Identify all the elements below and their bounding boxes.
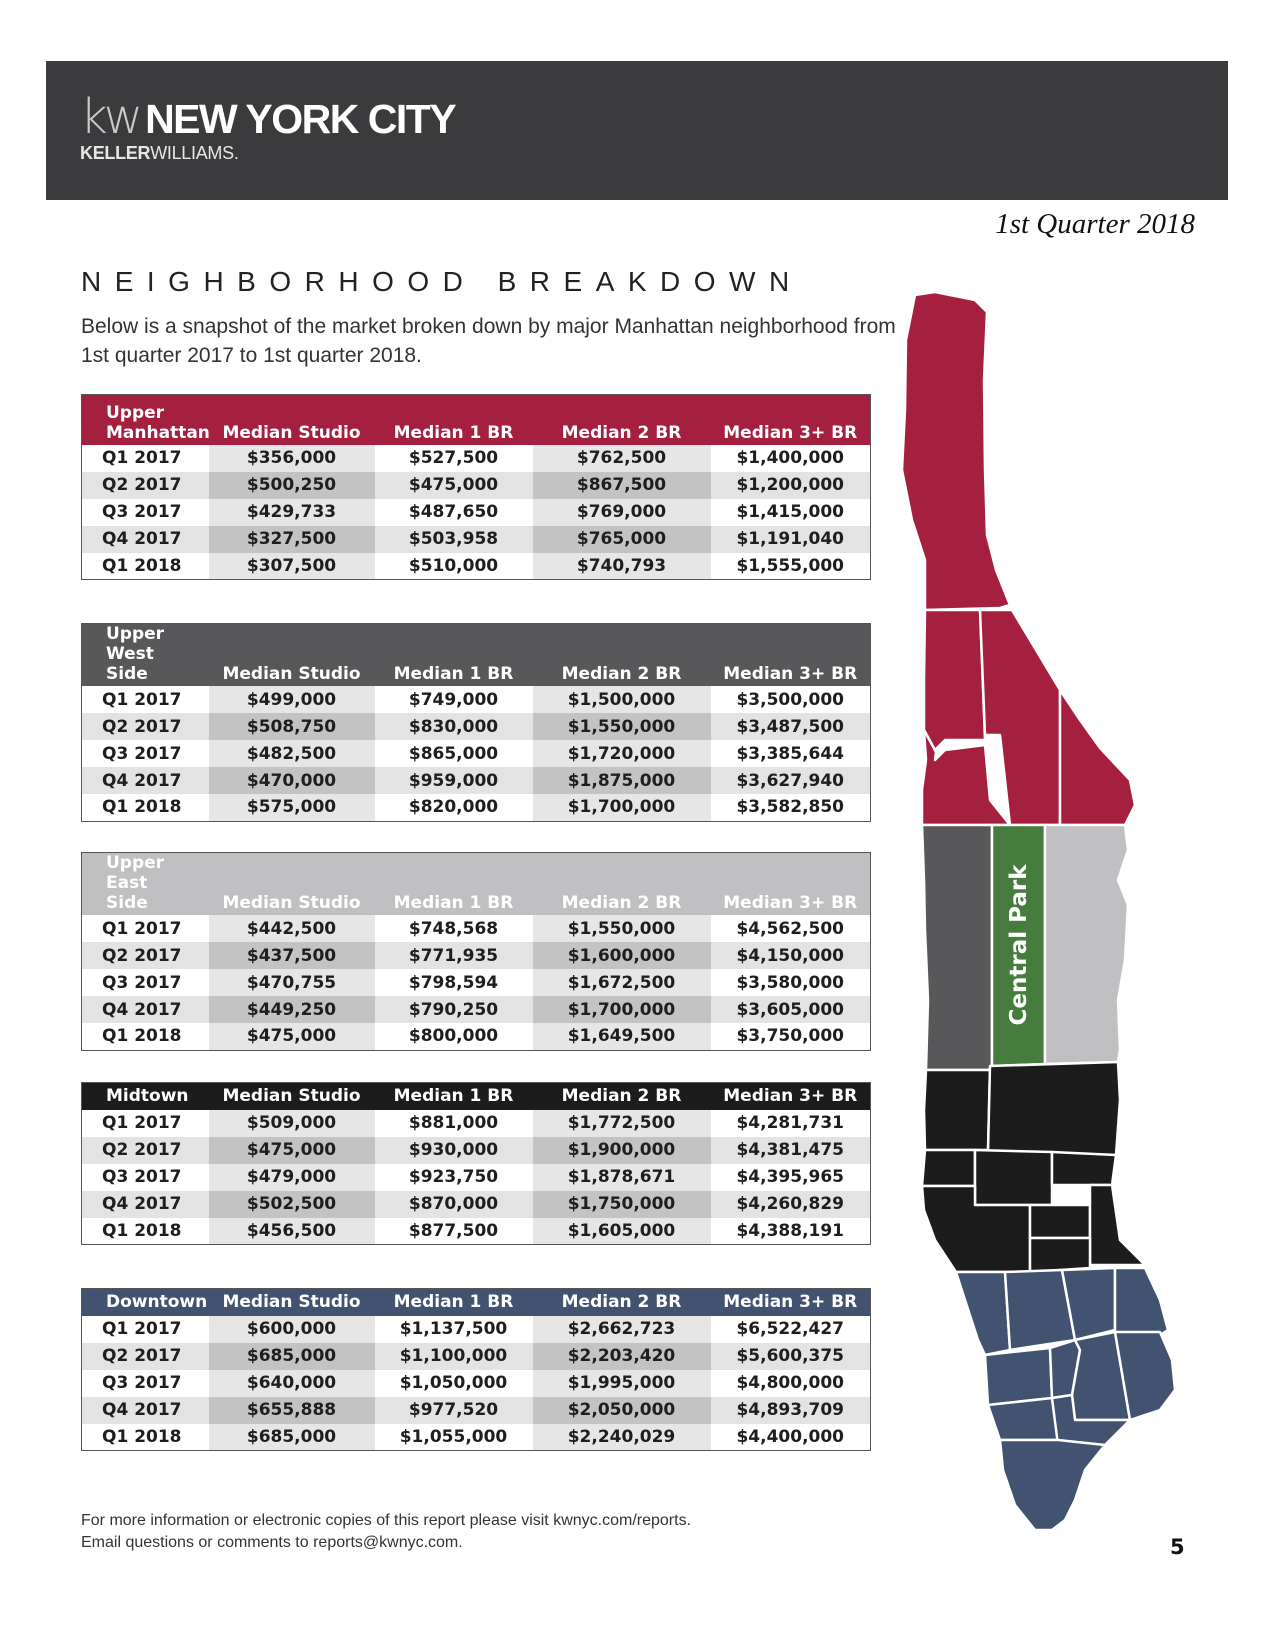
value-cell: $1,100,000 xyxy=(375,1343,533,1370)
value-cell: $510,000 xyxy=(375,553,533,580)
value-cell: $470,755 xyxy=(209,969,375,996)
value-cell: $3,500,000 xyxy=(711,686,871,713)
quarter-cell: Q1 2017 xyxy=(82,1110,209,1137)
value-cell: $575,000 xyxy=(209,794,375,821)
quarter-cell: Q3 2017 xyxy=(82,1370,209,1397)
value-cell: $1,400,000 xyxy=(711,445,871,472)
value-cell: $798,594 xyxy=(375,969,533,996)
value-cell: $456,500 xyxy=(209,1218,375,1245)
logo-brand-bold: KELLER xyxy=(80,143,151,163)
value-cell: $475,000 xyxy=(209,1023,375,1050)
value-cell: $3,582,850 xyxy=(711,794,871,821)
column-header: Median 2 BR xyxy=(561,893,682,913)
table-neighborhood-label: Midtown xyxy=(106,1086,189,1107)
value-cell: $327,500 xyxy=(209,526,375,553)
value-cell: $3,580,000 xyxy=(711,969,871,996)
table-neighborhood-label: Downtown xyxy=(106,1292,208,1313)
quarter-cell: Q3 2017 xyxy=(82,1164,209,1191)
quarter-cell: Q4 2017 xyxy=(82,996,209,1023)
column-header: Median 3+ BR xyxy=(723,664,858,684)
value-cell: $503,958 xyxy=(375,526,533,553)
value-cell: $437,500 xyxy=(209,942,375,969)
value-cell: $1,137,500 xyxy=(375,1316,533,1343)
quarter-cell: Q4 2017 xyxy=(82,1397,209,1424)
central-park-label: Central Park xyxy=(1006,864,1032,1026)
quarter-cell: Q3 2017 xyxy=(82,740,209,767)
map-region-downtown-w xyxy=(985,1348,1052,1405)
column-header: Median 3+ BR xyxy=(723,1292,858,1313)
map-region-downtown-nw xyxy=(956,1272,1010,1355)
value-cell: $4,800,000 xyxy=(711,1370,871,1397)
value-cell: $5,600,375 xyxy=(711,1343,871,1370)
value-cell: $2,662,723 xyxy=(533,1316,711,1343)
value-cell: $790,250 xyxy=(375,996,533,1023)
column-header: Median Studio xyxy=(222,1086,361,1107)
column-header: Median 2 BR xyxy=(561,1292,682,1313)
value-cell: $6,522,427 xyxy=(711,1316,871,1343)
value-cell: $2,240,029 xyxy=(533,1424,711,1451)
value-cell: $4,260,829 xyxy=(711,1191,871,1218)
value-cell: $748,568 xyxy=(375,915,533,942)
logo-mark: kw xyxy=(80,89,140,145)
value-cell: $499,000 xyxy=(209,686,375,713)
value-cell: $4,562,500 xyxy=(711,915,871,942)
value-cell: $1,555,000 xyxy=(711,553,871,580)
value-cell: $482,500 xyxy=(209,740,375,767)
value-cell: $769,000 xyxy=(533,499,711,526)
logo-brand-light: WILLIAMS. xyxy=(150,143,239,163)
value-cell: $740,793 xyxy=(533,553,711,580)
value-cell: $820,000 xyxy=(375,794,533,821)
value-cell: $640,000 xyxy=(209,1370,375,1397)
value-cell: $1,600,000 xyxy=(533,942,711,969)
value-cell: $1,605,000 xyxy=(533,1218,711,1245)
value-cell: $765,000 xyxy=(533,526,711,553)
value-cell: $475,000 xyxy=(375,472,533,499)
column-header: Median 1 BR xyxy=(393,893,514,913)
column-header: Median 2 BR xyxy=(561,664,682,684)
map-region-upper-manhattan-mid xyxy=(980,610,1060,825)
value-cell: $865,000 xyxy=(375,740,533,767)
footer xyxy=(81,1510,691,1554)
quarter-cell: Q4 2017 xyxy=(82,1191,209,1218)
value-cell: $930,000 xyxy=(375,1137,533,1164)
value-cell: $1,772,500 xyxy=(533,1110,711,1137)
quarter-cell: Q2 2017 xyxy=(82,1343,209,1370)
table-neighborhood-label: Upper Manhattan xyxy=(106,402,210,443)
quarter-cell: Q2 2017 xyxy=(82,942,209,969)
column-header: Median 3+ BR xyxy=(723,1086,858,1107)
value-cell: $1,055,000 xyxy=(375,1424,533,1451)
quarter-cell: Q4 2017 xyxy=(82,526,209,553)
quarter-cell: Q1 2018 xyxy=(82,1424,209,1451)
quarter-label: 1st Quarter 2018 xyxy=(995,208,1195,240)
value-cell: $959,000 xyxy=(375,767,533,794)
logo-city: NEW YORK CITY xyxy=(145,96,456,142)
table-neighborhood-label: Upper East Side xyxy=(106,853,165,913)
value-cell: $4,381,475 xyxy=(711,1137,871,1164)
value-cell: $1,550,000 xyxy=(533,915,711,942)
value-cell: $1,050,000 xyxy=(375,1370,533,1397)
value-cell: $4,400,000 xyxy=(711,1424,871,1451)
column-header: Median Studio xyxy=(222,1292,361,1313)
page-number: 5 xyxy=(1170,1535,1185,1559)
value-cell: $1,700,000 xyxy=(533,794,711,821)
column-header: Median 1 BR xyxy=(393,664,514,684)
quarter-cell: Q1 2018 xyxy=(82,794,209,821)
value-cell: $1,700,000 xyxy=(533,996,711,1023)
value-cell: $1,500,000 xyxy=(533,686,711,713)
value-cell: $771,935 xyxy=(375,942,533,969)
value-cell: $867,500 xyxy=(533,472,711,499)
value-cell: $475,000 xyxy=(209,1137,375,1164)
quarter-cell: Q3 2017 xyxy=(82,499,209,526)
value-cell: $4,150,000 xyxy=(711,942,871,969)
value-cell: $3,750,000 xyxy=(711,1023,871,1050)
value-cell: $600,000 xyxy=(209,1316,375,1343)
value-cell: $1,200,000 xyxy=(711,472,871,499)
value-cell: $685,000 xyxy=(209,1343,375,1370)
quarter-cell: Q4 2017 xyxy=(82,767,209,794)
value-cell: $502,500 xyxy=(209,1191,375,1218)
quarter-cell: Q1 2017 xyxy=(82,915,209,942)
value-cell: $3,385,644 xyxy=(711,740,871,767)
value-cell: $830,000 xyxy=(375,713,533,740)
table-neighborhood-label: Upper West Side xyxy=(106,624,165,684)
value-cell: $4,281,731 xyxy=(711,1110,871,1137)
value-cell: $923,750 xyxy=(375,1164,533,1191)
value-cell: $1,995,000 xyxy=(533,1370,711,1397)
map-region-midtown-sc xyxy=(1030,1205,1090,1238)
quarter-cell: Q1 2018 xyxy=(82,553,209,580)
quarter-cell: Q1 2017 xyxy=(82,445,209,472)
intro-text: Below is a snapshot of the market broken down by major Manhattan neighborhood from 1st quarter 2017 to 1st quarter 2018. xyxy=(81,315,896,367)
quarter-cell: Q2 2017 xyxy=(82,713,209,740)
column-header: Median Studio xyxy=(222,893,361,913)
footer-line-2: Email questions or comments to reports@kwnyc.com. xyxy=(81,1534,463,1551)
value-cell: $3,605,000 xyxy=(711,996,871,1023)
map-region-upper-east-side xyxy=(1045,825,1128,1064)
value-cell: $977,520 xyxy=(375,1397,533,1424)
value-cell: $449,250 xyxy=(209,996,375,1023)
value-cell: $509,000 xyxy=(209,1110,375,1137)
value-cell: $1,415,000 xyxy=(711,499,871,526)
column-header: Median 3+ BR xyxy=(723,893,858,913)
value-cell: $479,000 xyxy=(209,1164,375,1191)
column-header: Median 1 BR xyxy=(393,422,514,443)
column-header: Median 1 BR xyxy=(393,1086,514,1107)
map-region-upper-manhattan-east xyxy=(1060,690,1135,825)
value-cell: $655,888 xyxy=(209,1397,375,1424)
value-cell: $1,750,000 xyxy=(533,1191,711,1218)
value-cell: $800,000 xyxy=(375,1023,533,1050)
value-cell: $356,000 xyxy=(209,445,375,472)
value-cell: $881,000 xyxy=(375,1110,533,1137)
quarter-cell: Q3 2017 xyxy=(82,969,209,996)
value-cell: $500,250 xyxy=(209,472,375,499)
value-cell: $4,893,709 xyxy=(711,1397,871,1424)
map-region-upper-manhattan-north xyxy=(902,292,1010,610)
value-cell: $3,487,500 xyxy=(711,713,871,740)
value-cell: $527,500 xyxy=(375,445,533,472)
value-cell: $2,203,420 xyxy=(533,1343,711,1370)
value-cell: $877,500 xyxy=(375,1218,533,1245)
value-cell: $1,672,500 xyxy=(533,969,711,996)
quarter-cell: Q2 2017 xyxy=(82,1137,209,1164)
value-cell: $508,750 xyxy=(209,713,375,740)
value-cell: $1,649,500 xyxy=(533,1023,711,1050)
map-region-downtown-tip xyxy=(1000,1440,1105,1530)
map-region-downtown-sw xyxy=(988,1398,1058,1440)
value-cell: $470,000 xyxy=(209,767,375,794)
map-region-midtown-ne xyxy=(988,1062,1120,1155)
value-cell: $1,550,000 xyxy=(533,713,711,740)
value-cell: $1,191,040 xyxy=(711,526,871,553)
value-cell: $429,733 xyxy=(209,499,375,526)
map-region-midtown-w xyxy=(922,1150,975,1186)
map-region-upper-manhattan-west xyxy=(924,610,985,750)
value-cell: $1,875,000 xyxy=(533,767,711,794)
column-header: Median 3+ BR xyxy=(723,422,858,443)
column-header: Median 1 BR xyxy=(393,1292,514,1313)
value-cell: $1,720,000 xyxy=(533,740,711,767)
value-cell: $487,650 xyxy=(375,499,533,526)
map-region-upper-west-side xyxy=(922,825,992,1070)
quarter-cell: Q1 2018 xyxy=(82,1218,209,1245)
quarter-cell: Q1 2017 xyxy=(82,686,209,713)
map-region-downtown-e xyxy=(1115,1268,1168,1335)
value-cell: $442,500 xyxy=(209,915,375,942)
map-region-midtown-c xyxy=(975,1150,1052,1205)
map-region-midtown-s xyxy=(1030,1238,1090,1272)
value-cell: $1,878,671 xyxy=(533,1164,711,1191)
value-cell: $307,500 xyxy=(209,553,375,580)
value-cell: $4,388,191 xyxy=(711,1218,871,1245)
value-cell: $685,000 xyxy=(209,1424,375,1451)
map-region-midtown-se xyxy=(1090,1185,1145,1265)
column-header: Median 2 BR xyxy=(561,422,682,443)
column-header: Median 2 BR xyxy=(561,1086,682,1107)
footer-line-1: For more information or electronic copies of this report please visit kwnyc.com/reports. xyxy=(81,1512,692,1529)
quarter-cell: Q1 2018 xyxy=(82,1023,209,1050)
quarter-cell: Q2 2017 xyxy=(82,472,209,499)
value-cell: $4,395,965 xyxy=(711,1164,871,1191)
value-cell: $762,500 xyxy=(533,445,711,472)
value-cell: $870,000 xyxy=(375,1191,533,1218)
value-cell: $2,050,000 xyxy=(533,1397,711,1424)
map-region-midtown-nw xyxy=(924,1070,990,1150)
quarter-cell: Q1 2017 xyxy=(82,1316,209,1343)
column-header: Median Studio xyxy=(222,664,361,684)
value-cell: $3,627,940 xyxy=(711,767,871,794)
map-region-midtown-e xyxy=(1052,1152,1116,1185)
column-header: Median Studio xyxy=(222,422,361,443)
page-title: NEIGHBORHOOD BREAKDOWN xyxy=(81,266,803,297)
value-cell: $1,900,000 xyxy=(533,1137,711,1164)
value-cell: $749,000 xyxy=(375,686,533,713)
